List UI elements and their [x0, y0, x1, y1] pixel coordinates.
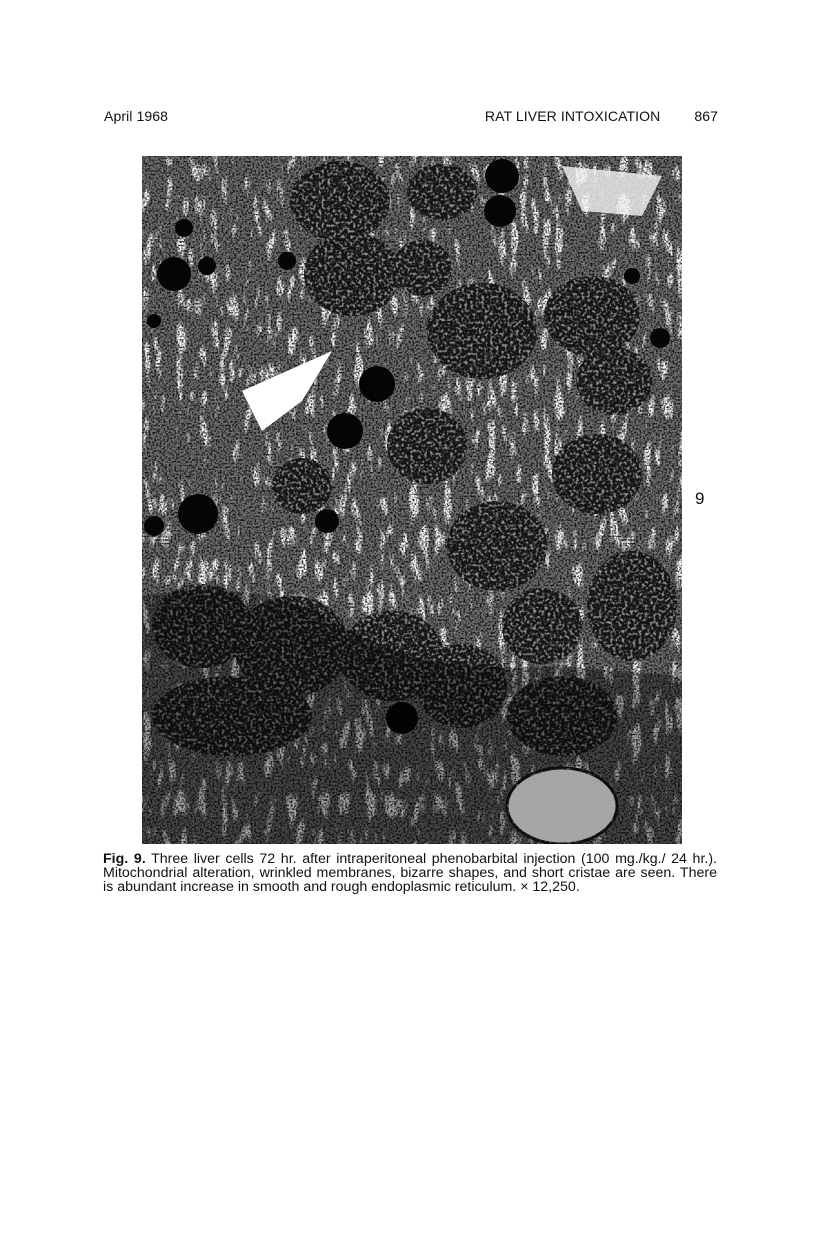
header-right-group — [485, 108, 718, 124]
electron-micrograph-image — [142, 156, 682, 844]
running-header — [104, 108, 718, 128]
issue-date: April 1968 — [104, 108, 169, 124]
micrograph-svg — [142, 156, 682, 844]
running-title: RAT LIVER INTOXICATION — [484, 108, 661, 124]
figure-panel-number: 9 — [695, 489, 705, 508]
caption-label: Fig. 9. — [103, 851, 146, 867]
figure-caption — [103, 852, 717, 894]
caption-text: Three liver cells 72 hr. after intraperitoneal phenobarbital injection (100 mg./kg./ 24 hr.). Mitochondrial alteration, wrinkled membranes, bizarre shapes, and short cristae are seen. There is abundant increase in smooth and rough endoplasmic reticulum. × 12,250. — [103, 851, 717, 895]
page-number: 867 — [694, 108, 718, 124]
